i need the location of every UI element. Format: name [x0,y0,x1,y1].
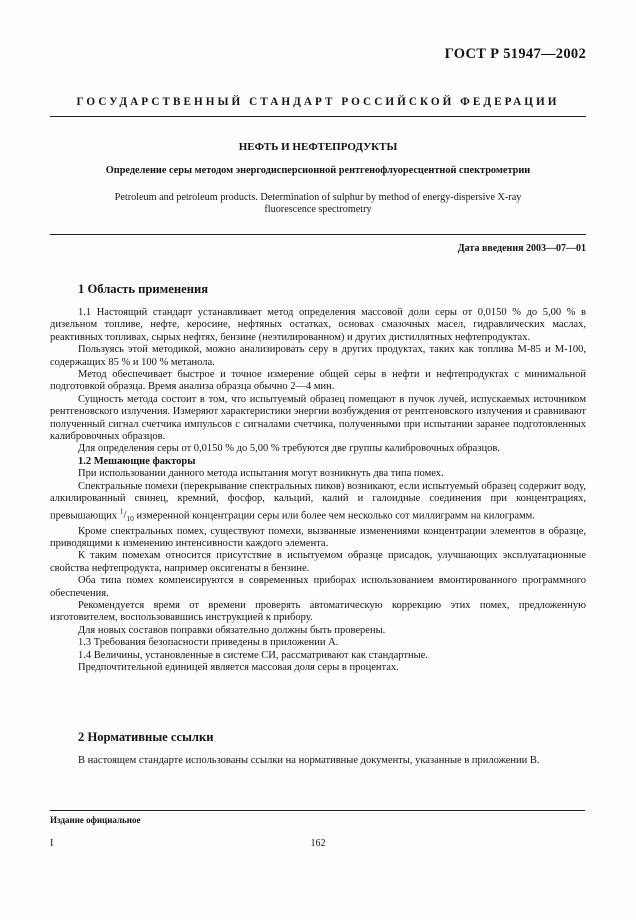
fraction-denominator: 10 [126,514,134,524]
document-title: НЕФТЬ И НЕФТЕПРОДУКТЫ [238,141,398,153]
section-2-heading: 2 Нормативные ссылки [78,730,214,744]
paragraph: Для определения серы от 0,0150 % до 5,00 % требуются две группы калибровочных образцов. [78,443,500,455]
top-divider [50,116,586,117]
document-subtitle: Определение серы методом энергодисперсионной рентгенофлуоресцентной спектрометрии [105,165,531,176]
paragraph: 1.4 Величины, установленные в системе СИ, рассматривают как стандартные. [78,649,428,661]
footer-divider [50,810,585,811]
section-2-body [50,755,586,767]
paragraph: 1.1 Настоящий стандарт устанавливает метод определения массовой доли серы от 0,0150 % до 5,00 % в дизельном топливе, нефте, керосине, нефтяных остатках, основах смазочных масел, гидравлических маслах, реактивных топливах, сырых нефтях, бензине (неэтилированном) и других дистиллятных нефтепродуктах. [50,307,586,343]
official-edition-label: Издание официальное [50,815,141,825]
interference-text-end: измеренной концентрации серы или более чем несколько сот миллиграмм на килограмм. [133,510,535,521]
title-divider [50,234,586,235]
introduction-date: Дата введения 2003—07—01 [457,243,586,254]
paragraph: Для новых составов поправки обязательно должны быть проверены. [78,624,386,636]
paragraph: При использовании данного метода испытания могут возникнуть два типа помех. [78,468,444,480]
paragraph: К таким помехам относится присутствие в испытуемом образце присадок, улучшающих эксплуатационные свойства нефтепродукта, например оксигенаты в бензине. [50,550,586,574]
paragraph: Метод обеспечивает быстрое и точное измерение общей серы в нефти и нефтепродуктах с минимальной подготовкой образца. Время анализа образца обычно 2—4 мин. [50,369,586,393]
subsection-1-2-heading: 1.2 Мешающие факторы [78,455,196,467]
paragraph: Оба типа помех компенсируются в современных приборах использованием вмонтированного программного обеспечения. [50,575,586,599]
paragraph: Пользуясь этой методикой, можно анализировать серу в других продуктах, таких как топлива М-85 и М-100, содержащих 85 % и 100 % метанола. [50,344,586,368]
paragraph: Рекомендуется время от времени проверять автоматическую коррекцию этих помех, предложенную изготовителем, воспользовавшись инструкцией к прибору. [50,599,586,624]
fraction-one-tenth: $^1/_{10}$ [119,506,134,524]
paragraph: Предпочтительной единицей является массовая доля серы в процентах. [78,661,399,673]
paragraph: Кроме спектральных помех, существуют помехи, вызванные изменениями концентрации элементов в образце, приводящими к изменению интенсивности каждого элемента. [50,525,586,549]
interference-text-start: Спектральные помехи (перекрывание спектральных пиков) возникают, если испытуемый образец содержит воду, алкилированный свинец, кремний, фосфор, кальций, калий и галоидные соединения при концентрациях, превышающих [50,480,586,521]
footer-mark: I [50,838,54,849]
section-1-heading: 1 Область применения [78,282,209,296]
gost-number: ГОСТ Р 51947—2002 [444,46,586,62]
interference-paragraph [50,481,586,526]
page-number: 162 [310,838,326,849]
paragraph: 1.3 Требования безопасности приведены в приложении А. [78,637,339,649]
standard-title: ГОСУДАРСТВЕННЫЙ СТАНДАРТ РОССИЙСКОЙ ФЕДЕРАЦИИ [76,96,560,108]
paragraph: В настоящем стандарте использованы ссылки на нормативные документы, указанные в приложении В. [78,755,540,766]
document-title-english: Petroleum and petroleum products. Determination of sulphur by method of energy-dispersive X-ray fluorescence spectrometry [114,192,522,215]
section-1-body [50,307,586,674]
fraction-numerator: 1 [119,506,124,516]
paragraph: Сущность метода состоит в том, что испытуемый образец помещают в пучок лучей, испускаемых источником рентгеновского излучения. Измеряют характеристики энергии возбуждения от рентгеновского излучения и сравнивают полученный сигнал счетчика импульсов с сигналами счетчика, полученными при испытании заранее подготовленных калибровочных образцов. [50,393,586,443]
